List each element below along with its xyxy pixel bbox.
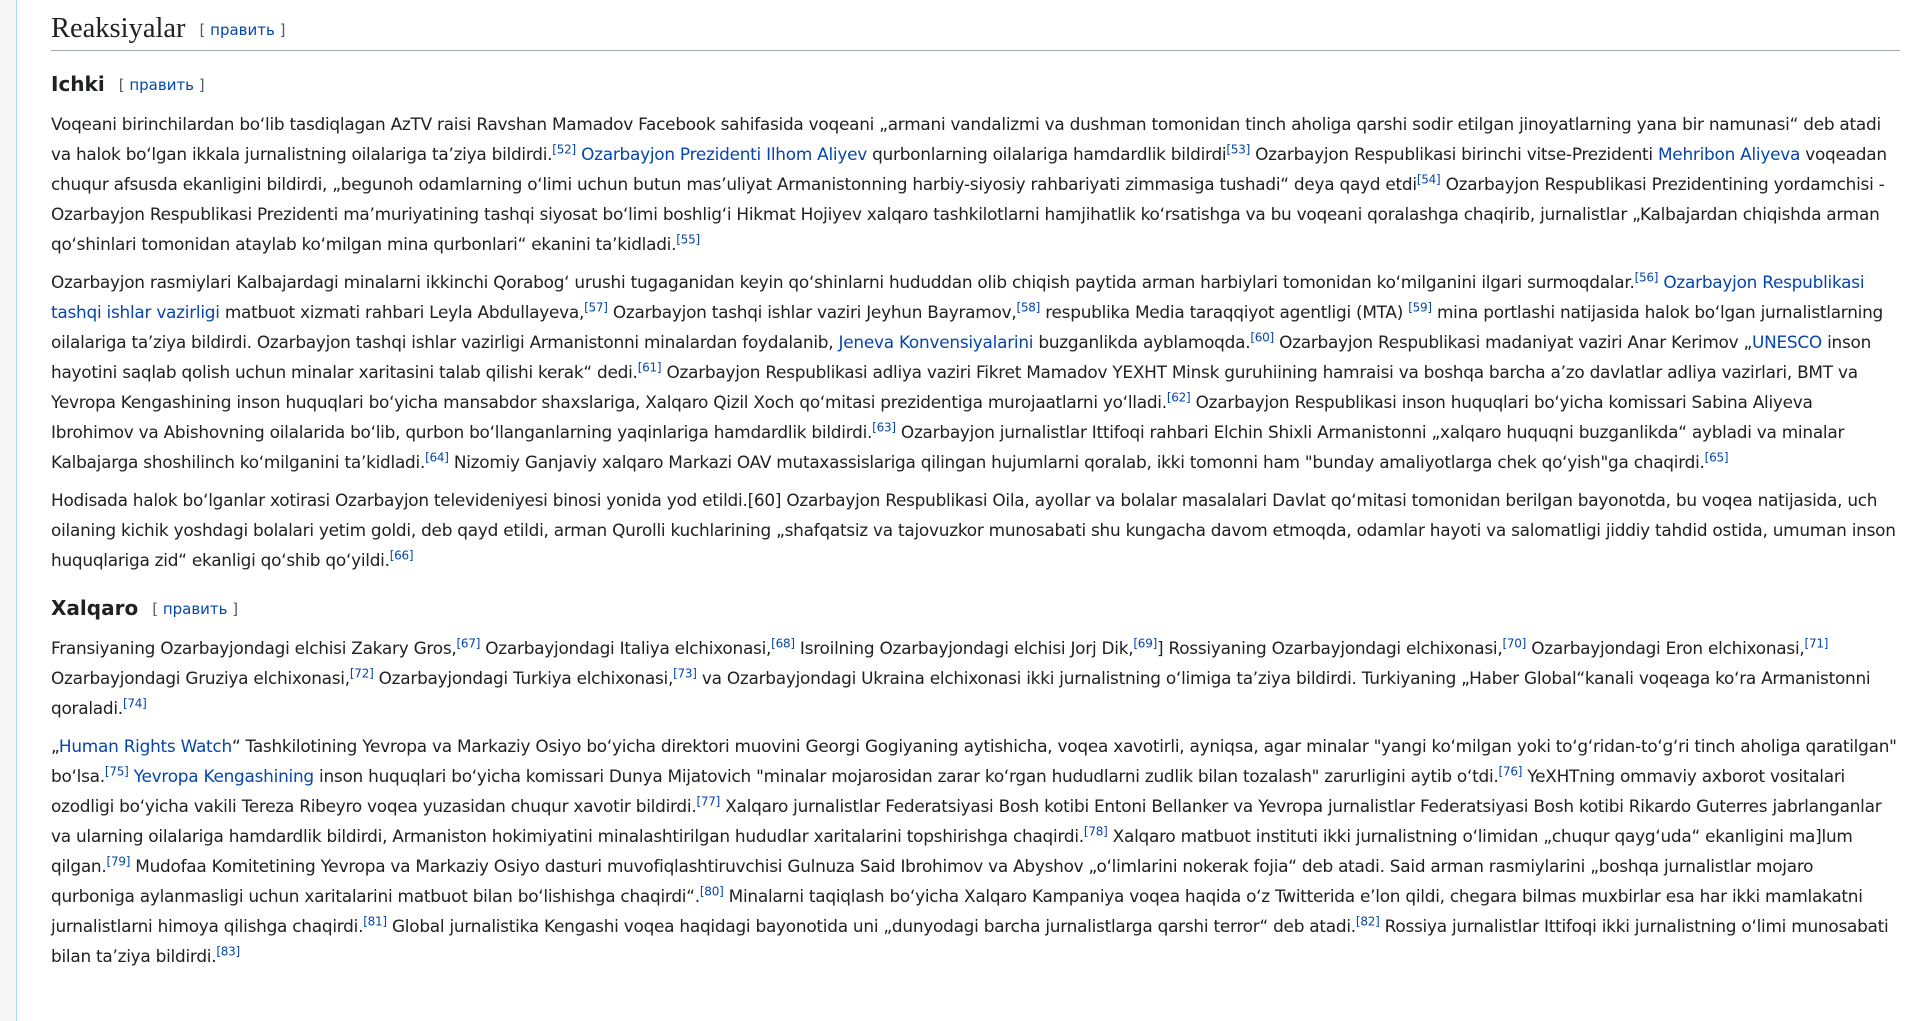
text-run: “ Tashkilotining Yevropa va Markaziy Osiyo bo‘yicha direktori muovini Georgi Gogiyaning aytishicha, voqea xavotirli, ayniqsa, agar minalar "yangi ko‘milgan yoki to‘g‘ridan-to‘g‘ri tinch aholiga qaratilgan" bo‘lsa. <box>51 736 1897 787</box>
text-run: va Ozarbayjondagi Ukraina elchixonasi ikki jurnalistning o‘limiga ta’ziya bildirdi. Turkiyaning „Haber Global“kanali voqeaga ko‘ra Armanistonni qoraladi. <box>51 668 1871 719</box>
reference-link[interactable]: [81] <box>363 914 387 929</box>
reference-link[interactable]: [75] <box>104 764 129 779</box>
text-run: respublika Media taraqqiyot agentligi (MTA) <box>1040 302 1409 323</box>
reference-sup <box>584 300 608 314</box>
reference-sup <box>390 548 414 562</box>
article-content <box>16 0 1920 1021</box>
reference-sup <box>1805 636 1829 650</box>
reference-sup <box>107 854 131 868</box>
text-run: mina portlashi natijasida halok bo‘lgan jurnalistlarning oilalariga ta’ziya bildirdi. Ozarbayjon tashqi ishlar vazirligi Armanistonni minalardan foydalanib, <box>51 302 1884 353</box>
inline-link[interactable]: Ozarbayjon Prezidenti Ilhom Aliyev <box>581 144 867 165</box>
edit-link[interactable]: править <box>162 599 228 618</box>
paragraph <box>51 485 1900 575</box>
edit-section: [ править ] <box>118 75 205 94</box>
reference-sup <box>696 794 720 808</box>
text-run: Ozarbayjon rasmiylari Kalbajardagi minalarni ikkinchi Qorabog‘ urushi tugaganidan keyin qo‘shinlarni hududdan olib chiqish paytida arman harbiylari tomonidan ko‘milganini ilgari surmoqdalar. <box>51 272 1635 293</box>
inline-link[interactable]: Yevropa Kengashining <box>133 766 314 787</box>
reference-sup <box>425 450 449 464</box>
reference-sup <box>105 764 129 778</box>
reference-sup <box>552 142 576 156</box>
text-run: Ozarbayjondagi Gruziya elchixonasi, <box>51 668 350 689</box>
reference-sup <box>1635 270 1659 284</box>
reference-sup <box>1417 172 1441 186</box>
paragraph <box>51 109 1900 259</box>
reference-link[interactable]: [53] <box>1226 142 1251 157</box>
reference-link[interactable]: [73] <box>673 666 697 681</box>
text-run: „ <box>51 736 59 757</box>
subsection-title: Xalqaro <box>51 596 139 621</box>
text-run: Ozarbayjon Respublikasi madaniyat vaziri Anar Kerimov „ <box>1273 332 1752 353</box>
text-run: Ozarbayjondagi Eron elchixonasi, <box>1526 638 1805 659</box>
reference-link[interactable]: [68] <box>771 636 795 651</box>
reference-link[interactable]: [57] <box>584 300 608 315</box>
reference-link[interactable]: [67] <box>456 636 481 651</box>
reference-link[interactable]: [82] <box>1355 914 1380 929</box>
reference-link[interactable]: [78] <box>1083 824 1108 839</box>
text-run: matbuot xizmati rahbari Leyla Abdullayeva, <box>219 302 585 323</box>
reference-sup <box>350 666 374 680</box>
text-run: Global jurnalistika Kengashi voqea haqidagi bayonotida uni „dunyodagi barcha jurnalistlarga qarshi terror“ deb atadi. <box>386 916 1356 937</box>
text-run: qurbonlarning oilalariga hamdardlik bildirdi <box>866 144 1227 165</box>
reference-link[interactable]: [76] <box>1498 764 1523 779</box>
edit-link[interactable]: править <box>210 20 275 39</box>
reference-sup <box>1084 824 1108 838</box>
text-run: Ozarbayjondagi Italiya elchixonasi, <box>480 638 772 659</box>
reference-sup <box>676 232 700 246</box>
text-run: Ozarbayjon Respublikasi birinchi vitse-Prezidenti <box>1250 144 1658 165</box>
reference-link[interactable]: [70] <box>1502 636 1527 651</box>
text-run: Mudofaa Komitetining Yevropa va Markaziy Osiyo dasturi muvofiqlashtiruvchisi Gulnuza Said Ibrohimov va Abyshov „o‘limlarini nokerak fojia“ deb atadi. Said arman rasmiylarini „boshqa jurnalistlar mojaro qurboniga aylanmasligi uchun xaritalarini matbuot bilan bo‘lishishga chaqirdi“. <box>51 856 1814 907</box>
reference-sup <box>363 914 387 928</box>
reference-sup <box>1226 142 1250 156</box>
reference-sup <box>1408 300 1432 314</box>
reference-link[interactable]: [60] <box>1250 330 1274 345</box>
reference-link[interactable]: [63] <box>872 420 896 435</box>
text-run: Rossiya jurnalistlar Ittifoqi ikki jurnalistning o‘limi munosabati bilan ta’ziya bildirdi. <box>51 916 1889 967</box>
text-run: buzganlikda ayblamoqda. <box>1033 332 1251 353</box>
reference-link[interactable]: [74] <box>122 696 147 711</box>
text-run: voqeadan chuqur afsusda ekanligini bildirdi, „begunoh odamlarning o‘limi uchun butun mas’uliyat Armanistonning harbiy-siyosiy rahbariyati zimmasiga tushadi“ deya qayd etdi <box>51 144 1887 195</box>
inline-link[interactable]: UNESCO <box>1752 332 1822 353</box>
reference-link[interactable]: [83] <box>216 944 240 959</box>
text-run: Ozarbayjon Respublikasi inson huquqlari bo‘yicha komissari Sabina Aliyeva Ibrohimov va Abishovning oilalarida bo‘lib, qurbon bo‘llanganlarning yaqinlariga hamdardlik bildirdi. <box>51 392 1813 443</box>
reference-link[interactable]: [80] <box>699 884 724 899</box>
paragraph <box>51 731 1900 971</box>
inline-link[interactable]: Human Rights Watch <box>58 736 232 757</box>
reference-sup <box>1502 636 1526 650</box>
subsection-title: Ichki <box>51 72 105 97</box>
reference-sup <box>771 636 795 650</box>
inline-link[interactable]: Jeneva Konvensiyalarini <box>838 332 1034 353</box>
reference-sup <box>457 636 481 650</box>
inline-link[interactable]: Mehribon Aliyeva <box>1657 144 1801 165</box>
reference-link[interactable]: [58] <box>1016 300 1041 315</box>
reference-link[interactable]: [65] <box>1704 450 1729 465</box>
reference-link[interactable]: [71] <box>1804 636 1829 651</box>
reference-link[interactable]: [59] <box>1408 300 1432 315</box>
reference-sup <box>1705 450 1729 464</box>
text-run: Ozarbayjon Respublikasi adliya vaziri Fikret Mamadov YEXHT Minsk guruhiining hamraisi va boshqa barcha a’zo davlatlar adliya vazirlari, BMT va Yevropa Kengashining inson huquqlari bo‘yicha mansabdor shaxslariga, Xalqaro Qizil Xoch qo‘mitasi prezidentiga murojaatlarni yo‘lladi. <box>51 362 1858 413</box>
reference-link[interactable]: [52] <box>552 142 576 157</box>
text-run: Xalqaro jurnalistlar Federatsiyasi Bosh kotibi Entoni Bellanker va Yevropa jurnalistlar Federatsiyasi Bosh kotibi Rikardo Guterres jabrlanganlar va ularning oilalariga hamdardlik bildirdi, Armaniston hokimiyatini minalashtirilgan hududlar xaritalarini topshirishga chaqirdi. <box>51 796 1882 847</box>
reference-sup <box>1499 764 1523 778</box>
reference-link[interactable]: [72] <box>349 666 374 681</box>
reference-link[interactable]: [69] <box>1133 636 1158 651</box>
reference-sup <box>700 884 724 898</box>
text-run: YeXHTning ommaviy axborot vositalari ozodligi bo‘yicha vakili Tereza Ribeyro voqea yuzasidan chuqur xavotir bildirdi. <box>51 766 1845 817</box>
reference-link[interactable]: [66] <box>389 548 414 563</box>
paragraph <box>51 267 1900 477</box>
reference-sup <box>638 360 662 374</box>
text-run: inson hayotini saqlab qolish uchun minalar xaritasini talab qilishi kerak“ dedi. <box>51 332 1872 383</box>
text-run: Hodisada halok bo‘lganlar xotirasi Ozarbayjon televideniyesi binosi yonida yod etildi.[60] Ozarbayjon Respublikasi Oila, ayollar va bolalar masalalari Davlat qo‘mitasi tomonidan berilgan bayonotda, bu voqea natijasida, uch oilaning kichik yoshdagi bolalari yetim goldi, deb qayd etildi, arman Qurolli kuchlarining „shafqatsiz va tajovuzkor munosabati shu kungacha davom etmoqda, odamlar hayoti va salomatligi jiddiy tahdid ostida, umuman inson huquqlariga zid“ ekanligi qo‘shib qo‘yildi. <box>51 490 1896 571</box>
text-run: Fransiyaning Ozarbayjondagi elchisi Zakary Gros, <box>51 638 457 659</box>
reference-sup <box>123 696 147 710</box>
reference-sup <box>673 666 697 680</box>
reference-sup <box>1356 914 1380 928</box>
reference-link[interactable]: [64] <box>425 450 449 465</box>
reference-link[interactable]: [56] <box>1634 270 1659 285</box>
section-title: Reaksiyalar <box>51 13 186 44</box>
reference-sup <box>872 420 896 434</box>
reference-link[interactable]: [61] <box>637 360 662 375</box>
text-run: Minalarni taqiqlash bo‘yicha Xalqaro Kampaniya voqea haqida o‘z Twitterida e’lon qildi, chegara bilmas muxbirlar esa har ikki mamlakatni jurnalistlarni himoya qilishga chaqirdi. <box>51 886 1863 937</box>
reference-link[interactable]: [54] <box>1416 172 1441 187</box>
reference-sup <box>1133 636 1157 650</box>
edit-section: [ править ] <box>152 599 239 618</box>
text-run: Nizomiy Ganjaviy xalqaro Markazi OAV mutaxassislariga qilingan hujumlarni qoralab, ikki tomonni ham "bunday amaliyotlarga chek qo‘yish"ga chaqirdi. <box>448 452 1705 473</box>
text-run: ] Rossiyaning Ozarbayjondagi elchixonasi, <box>1157 638 1503 659</box>
edit-link[interactable]: править <box>129 75 195 94</box>
reference-link[interactable]: [77] <box>696 794 721 809</box>
reference-link[interactable]: [79] <box>106 854 131 869</box>
reference-link[interactable]: [62] <box>1166 390 1191 405</box>
inline-link[interactable]: Ozarbayjon Respublikasi tashqi ishlar vazirligi <box>51 272 1865 323</box>
text-run: Ozarbayjon jurnalistlar Ittifoqi rahbari Elchin Shixli Armanistonni „xalqaro huquqni buzganlikda“ aybladi va minalar Kalbajarga shoshilinch ko‘milganini ta’kidladi. <box>51 422 1845 473</box>
subsection-heading-xalqaro <box>51 595 1900 621</box>
text-run: Xalqaro matbuot instituti ikki jurnalistning o‘limidan „chuqur qayg‘uda“ ekanligini ma]lum qilgan. <box>51 826 1853 877</box>
edit-section: [ править ] <box>199 20 286 39</box>
text-run: Ozarbayjon Respublikasi Prezidentining yordamchisi - Ozarbayjon Respublikasi Prezidenti ma’muriyatining tashqi siyosat bo‘limi boshlig‘i Hikmat Hojiyev xalqaro tashkilotlarni hamjihatlik ko‘rsatishga va bu voqeani qoralashga chaqirib, jurnalistlar „Kalbajardan chiqishda arman qo‘shinlari tomonidan ataylab ko‘milgan mina qurbonlari“ ekanini ta’kidladi. <box>51 174 1885 255</box>
text-run: Voqeani birinchilardan bo‘lib tasdiqlagan AzTV raisi Ravshan Mamadov Facebook sahifasida voqeani „armani vandalizmi va dushman tomonidan tinch aholiga qarshi sodir etilgan jinoyatlarning yana bir namunasi“ deb atadi va halok bo‘lgan ikkala jurnalistning oilalariga ta’ziya bildirdi. <box>51 114 1881 165</box>
reference-link[interactable]: [55] <box>676 232 700 247</box>
paragraph <box>51 633 1900 723</box>
reference-sup <box>216 944 240 958</box>
reference-sup <box>1167 390 1191 404</box>
reference-sup <box>1016 300 1040 314</box>
text-run: Ozarbayjon tashqi ishlar vaziri Jeyhun Bayramov, <box>607 302 1017 323</box>
reference-sup <box>1250 330 1274 344</box>
subsection-heading-ichki <box>51 71 1900 97</box>
text-run: Ozarbayjondagi Turkiya elchixonasi, <box>373 668 674 689</box>
section-heading-reaksiyalar <box>51 10 1900 51</box>
text-run: inson huquqlari bo‘yicha komissari Dunya Mijatovich "minalar mojarosidan zarar ko‘rgan hududlarni zudlik bilan tozalash" zarurligini aytib o‘tdi. <box>313 766 1499 787</box>
text-run: Isroilning Ozarbayjondagi elchisi Jorj Dik, <box>794 638 1134 659</box>
